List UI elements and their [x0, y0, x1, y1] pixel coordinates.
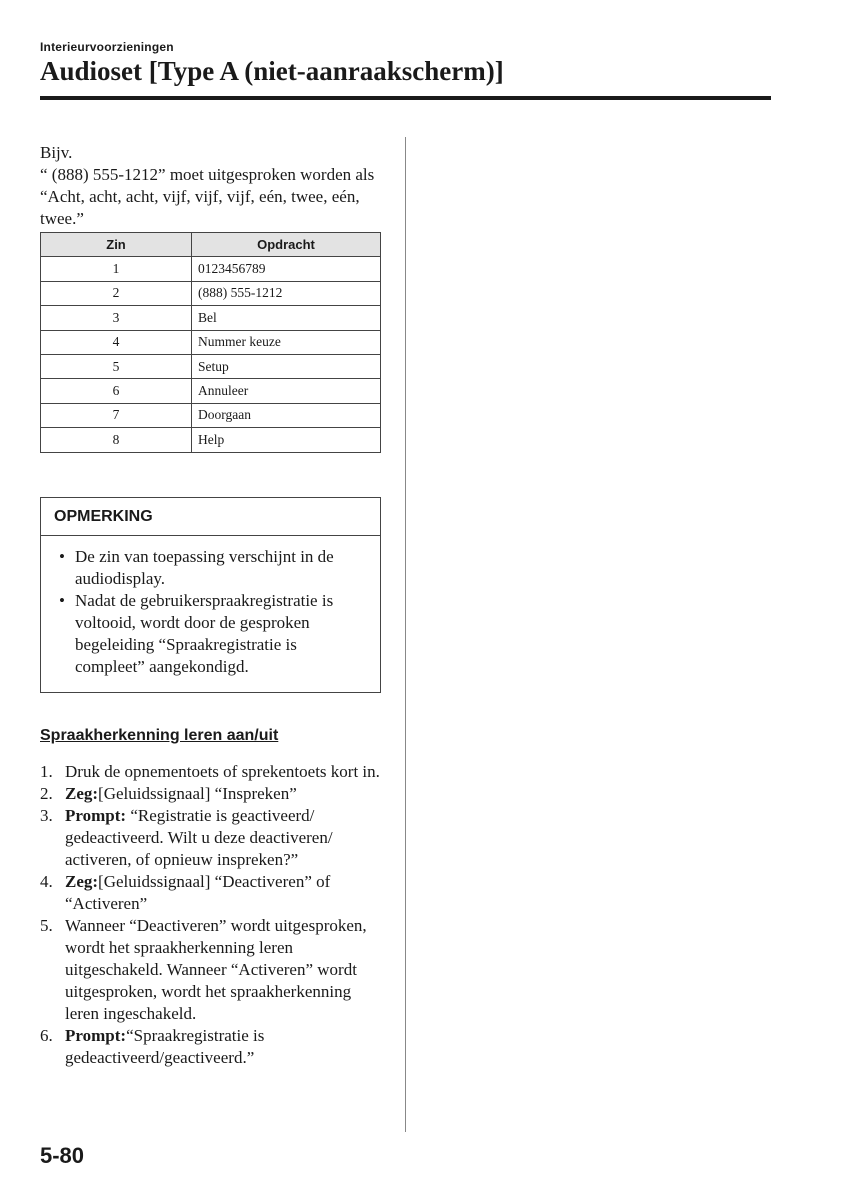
- table-cell-opdracht: Doorgaan: [192, 403, 381, 427]
- step-number: 2.: [40, 784, 53, 803]
- step-item: [40, 915, 385, 1025]
- table-cell-zin: 3: [41, 306, 192, 330]
- table-cell-opdracht: Bel: [192, 306, 381, 330]
- table-row: [41, 354, 381, 378]
- step-item: [40, 871, 385, 915]
- table-row: [41, 330, 381, 354]
- step-text: Wanneer “Deactiveren” wordt uitgesproken, wordt het spraakherkenning leren uitgeschakeld. Wanneer “Activeren” wordt uitgesproken, wordt het spraakherkenning leren ingeschakeld.: [65, 916, 367, 1023]
- intro-example-label: Bijv.: [40, 143, 73, 162]
- table-row: [41, 379, 381, 403]
- note-item-text: De zin van toepassing verschijnt in de audiodisplay.: [75, 547, 334, 588]
- table-header-row: [41, 233, 381, 257]
- table-cell-opdracht: 0123456789: [192, 257, 381, 281]
- table-row: [41, 257, 381, 281]
- table-cell-zin: 1: [41, 257, 192, 281]
- step-number: 6.: [40, 1026, 53, 1045]
- note-item: [59, 546, 368, 590]
- step-number: 1.: [40, 762, 53, 781]
- section-heading: Spraakherkenning leren aan/uit: [40, 727, 279, 744]
- table-cell-zin: 4: [41, 330, 192, 354]
- table-header-zin: Zin: [41, 233, 192, 257]
- step-keyword: Zeg:: [65, 784, 99, 803]
- step-text: Druk de opnementoets of sprekentoets kort in.: [65, 762, 380, 781]
- table-cell-zin: 2: [41, 281, 192, 305]
- section-label: Interieurvoorzieningen: [40, 40, 174, 54]
- table-cell-opdracht: Nummer keuze: [192, 330, 381, 354]
- step-item: [40, 1025, 385, 1069]
- step-number: 5.: [40, 916, 53, 935]
- table-row: [41, 281, 381, 305]
- step-item: [40, 783, 385, 805]
- column-divider: [405, 137, 406, 1132]
- bullet-icon: •: [59, 591, 65, 610]
- table-cell-zin: 8: [41, 428, 192, 452]
- step-keyword: Prompt:: [65, 1026, 127, 1045]
- table-cell-opdracht: (888) 555-1212: [192, 281, 381, 305]
- table-cell-opdracht: Setup: [192, 354, 381, 378]
- note-list: [41, 536, 380, 678]
- steps-list: [40, 761, 385, 1069]
- step-text: [Geluidssignaal] “Inspreken”: [98, 784, 297, 803]
- table-cell-zin: 6: [41, 379, 192, 403]
- bullet-icon: •: [59, 547, 65, 566]
- step-keyword: Prompt:: [65, 806, 127, 825]
- table-row: [41, 403, 381, 427]
- step-number: 3.: [40, 806, 53, 825]
- step-number: 4.: [40, 872, 53, 891]
- table-cell-zin: 5: [41, 354, 192, 378]
- note-item: [59, 590, 368, 678]
- step-item: [40, 761, 385, 783]
- note-box: [40, 497, 381, 693]
- table-cell-opdracht: Annuleer: [192, 379, 381, 403]
- table-header-opdracht: Opdracht: [192, 233, 381, 257]
- title-rule: [40, 96, 771, 100]
- table-row: [41, 306, 381, 330]
- note-title: OPMERKING: [41, 498, 380, 536]
- step-text: [Geluidssignaal] “Deactiveren” of “Activeren”: [65, 872, 331, 913]
- step-keyword: Zeg:: [65, 872, 99, 891]
- step-text: “Registratie is geactiveerd/ gedeactiveerd. Wilt u deze deactiveren/ activeren, of opnieuw inspreken?”: [65, 806, 333, 869]
- command-table: [40, 232, 381, 453]
- table-cell-zin: 7: [41, 403, 192, 427]
- step-item: [40, 805, 385, 871]
- intro-example-text: “ (888) 555-1212” moet uitgesproken worden als “Acht, acht, acht, vijf, vijf, vijf, eén, twee, eén, twee.”: [40, 165, 375, 228]
- note-item-text: Nadat de gebruikerspraakregistratie is voltooid, wordt door de gesproken begeleiding “Spraakregistratie is compleet” aangekondigd.: [75, 591, 334, 676]
- intro-text: [40, 142, 385, 230]
- page-title: Audioset [Type A (niet-aanraakscherm)]: [40, 56, 504, 86]
- page-number: 5-80: [40, 1143, 85, 1168]
- table-cell-opdracht: Help: [192, 428, 381, 452]
- table-row: [41, 428, 381, 452]
- step-text: “Spraakregistratie is gedeactiveerd/geactiveerd.”: [65, 1026, 265, 1067]
